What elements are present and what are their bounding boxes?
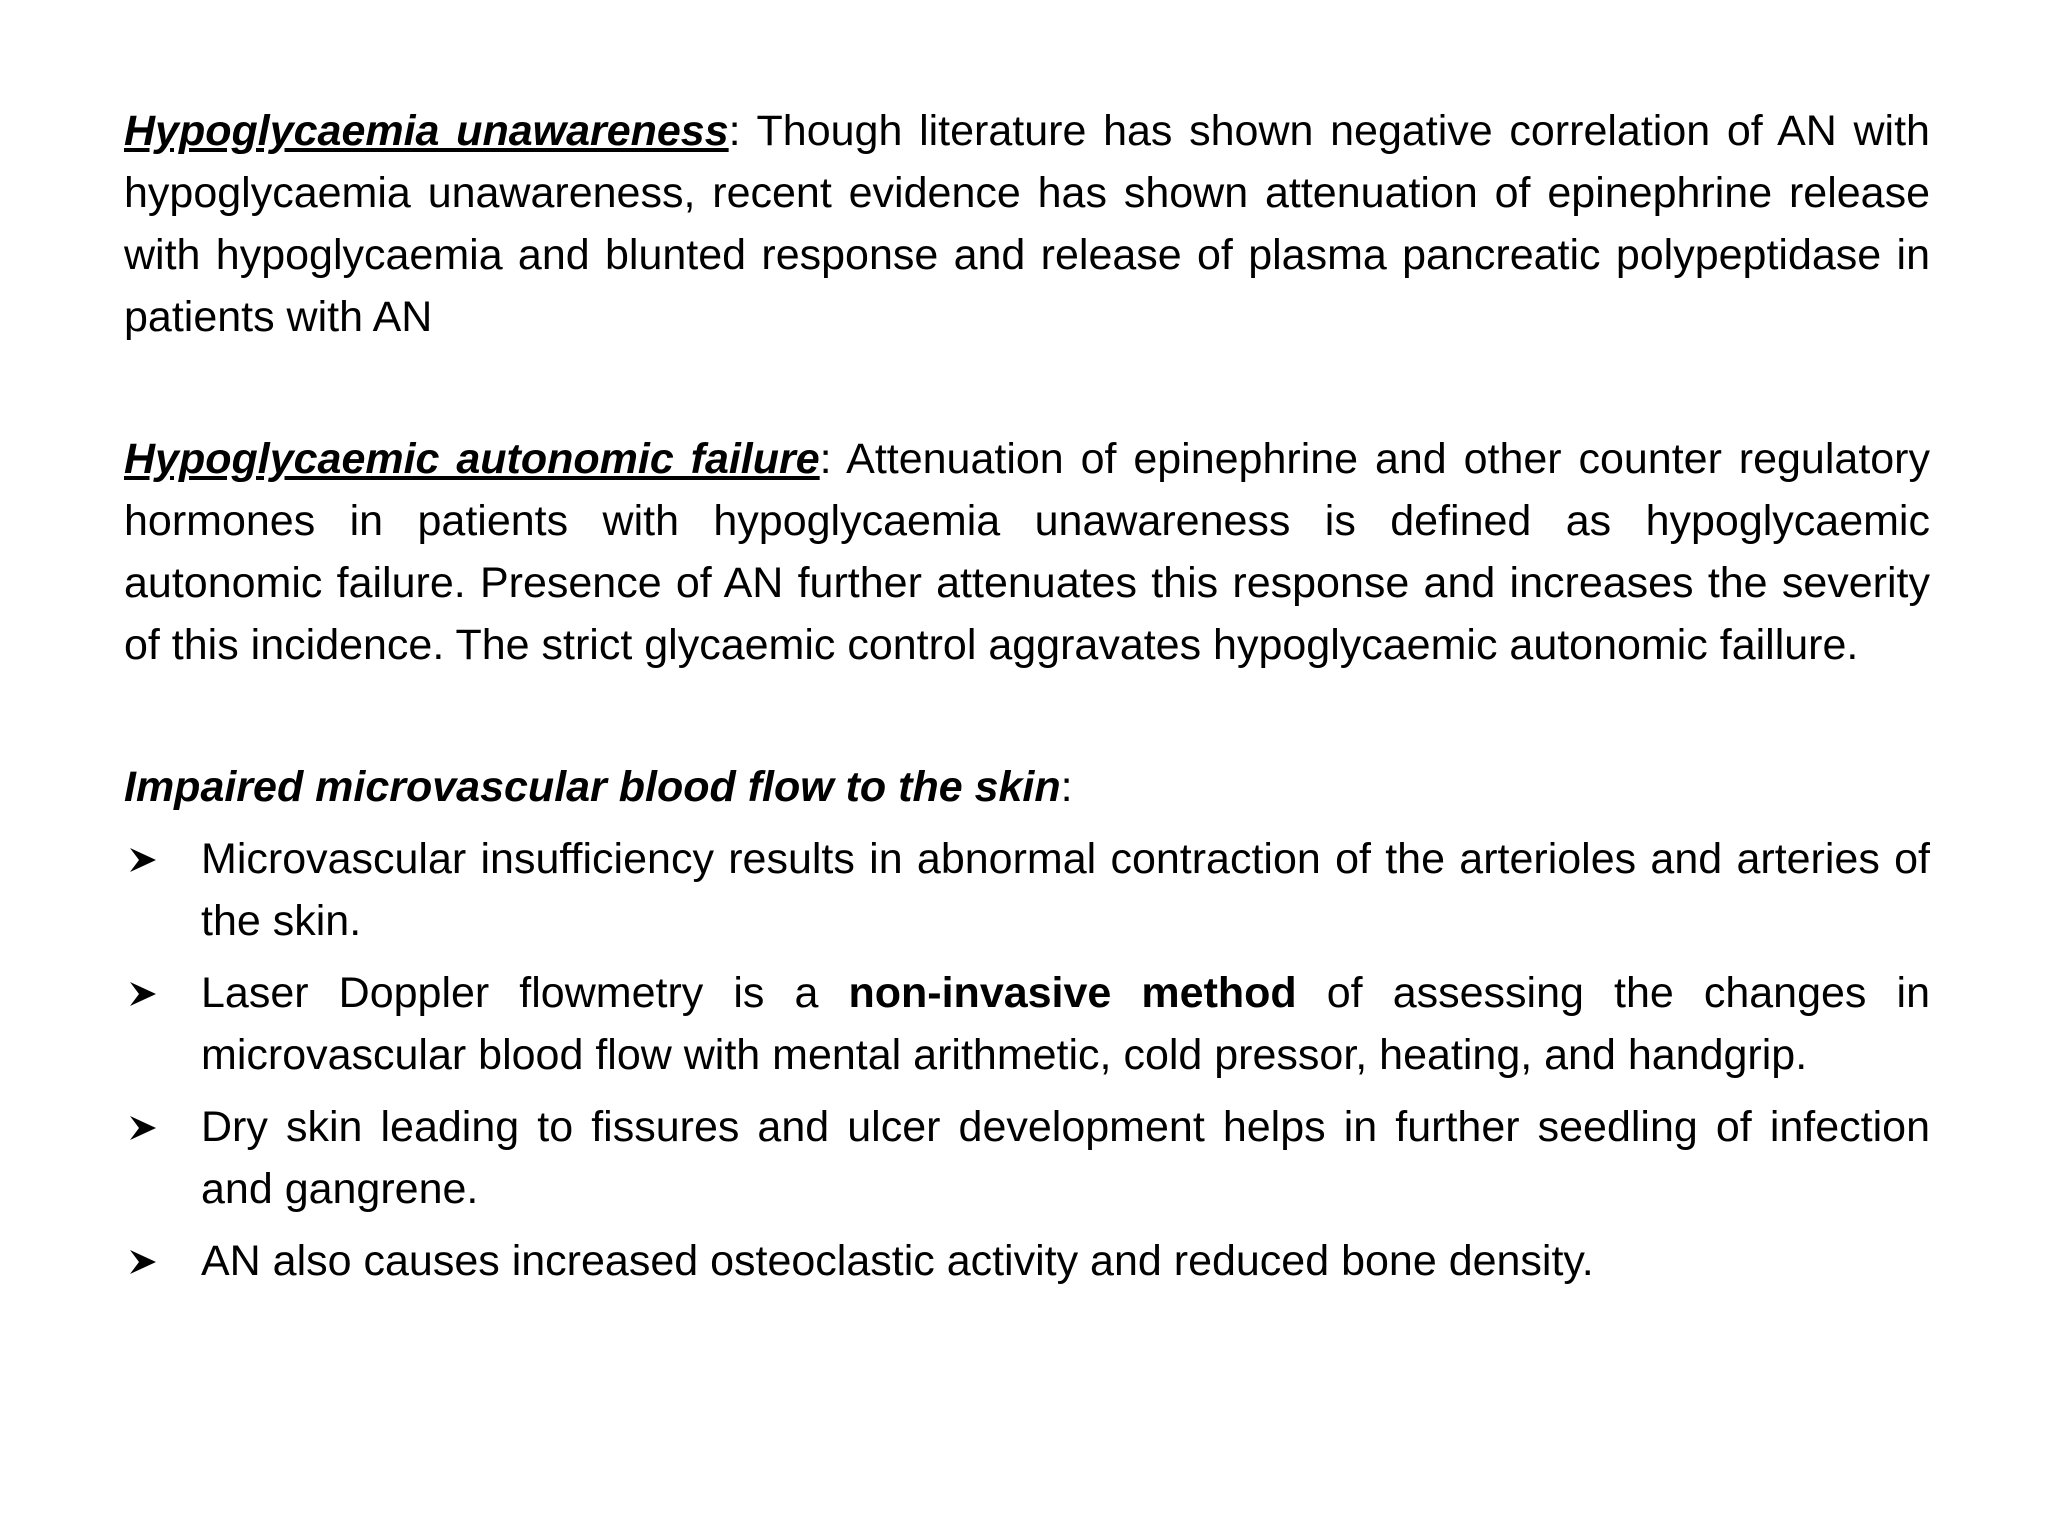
- paragraph-hypoglycaemic-autonomic-failure: [124, 428, 1930, 676]
- arrowhead-bullet-icon: [128, 1114, 158, 1142]
- heading-text: Impaired microvascular blood flow to the skin: [124, 763, 1061, 811]
- term-hypoglycaemia-unawareness: Hypoglycaemia unawareness: [124, 107, 729, 155]
- paragraph-text: Though literature has shown negative correlation of AN with hypoglycaemia unawareness, recent evidence has shown attenuation of epinephrine release with hypoglycaemia and blunted response and release of plasma pancreatic polypeptidase in patients with AN: [124, 107, 1930, 341]
- arrowhead-bullet-icon: [128, 1248, 158, 1276]
- bullet-text: Dry skin leading to fissures and ulcer development helps in further seedling of infection and gangrene.: [201, 1103, 1930, 1213]
- term-colon: :: [728, 107, 741, 155]
- bullet-list: [124, 828, 1930, 1292]
- list-item: [124, 1230, 1930, 1292]
- term-hypoglycaemic-autonomic-failure: Hypoglycaemic autonomic failure: [124, 435, 820, 483]
- bullet-text-after: of assessing the changes in microvascular blood flow with mental arithmetic, cold pressor, heating, and handgrip.: [201, 969, 1930, 1079]
- section-heading-microvascular: [124, 756, 1930, 818]
- slide-content: [124, 100, 1930, 1302]
- arrowhead-bullet-icon: [128, 980, 158, 1008]
- list-item: [124, 828, 1930, 952]
- paragraph-hypoglycaemia-unawareness: [124, 100, 1930, 348]
- bullet-text-before: Laser Doppler flowmetry is a: [201, 969, 849, 1017]
- term-colon: :: [819, 435, 832, 483]
- bullet-text: Microvascular insufficiency results in abnormal contraction of the arterioles and arteries of the skin.: [201, 835, 1930, 945]
- list-item: [124, 1096, 1930, 1220]
- bullet-text: AN also causes increased osteoclastic activity and reduced bone density.: [201, 1237, 1594, 1285]
- arrowhead-bullet-icon: [128, 846, 158, 874]
- list-item: [124, 962, 1930, 1086]
- heading-colon: :: [1060, 763, 1073, 811]
- bullet-bold-text: non-invasive method: [848, 969, 1297, 1017]
- paragraph-text: Attenuation of epinephrine and other counter regulatory hormones in patients with hypoglycaemia unawareness is defined as hypoglycaemic autonomic failure. Presence of AN further attenuates this response and increases the severity of this incidence. The strict glycaemic control aggravates hypoglycaemic autonomic faillure.: [124, 435, 1930, 669]
